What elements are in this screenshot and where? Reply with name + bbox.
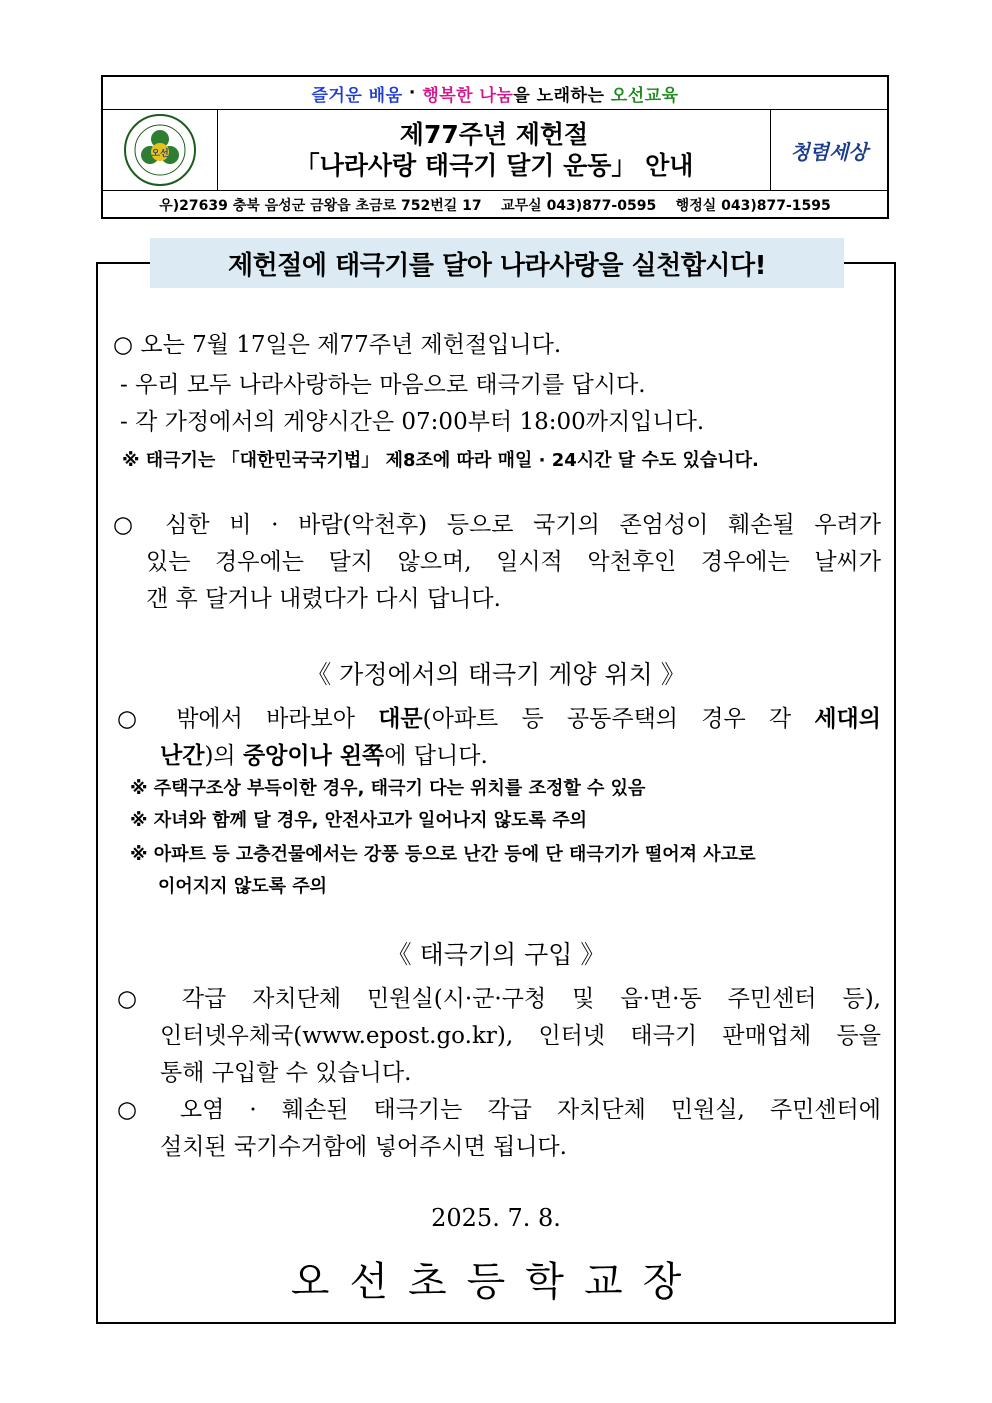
slogan-separator: · <box>402 83 423 103</box>
school-logo-cell <box>103 110 218 190</box>
s4-line4: ○ 오염 · 훼손된 태극기는 각급 자치단체 민원실, 주민센터에 <box>117 1097 881 1123</box>
s3-line2-mid: )의 <box>204 743 243 769</box>
s3-note3b: 이어지지 않도록 주의 <box>158 876 328 897</box>
s1-line3 <box>120 403 704 436</box>
slogan-part4: 오선교육 <box>610 85 679 106</box>
address-line: 우)27639 충북 음성군 금왕읍 초금로 752번길 17 교무실 043)877-0595 행정실 043)877-1595 <box>159 198 831 214</box>
school-emblem-text: 오선 <box>151 149 169 159</box>
principal-signature: 오선초등학교장 <box>290 1259 702 1305</box>
slogan-part1: 즐거운 배움 <box>311 85 403 106</box>
s3-line2 <box>160 737 488 770</box>
school-emblem-icon <box>123 113 197 187</box>
s1-line3-post: 입니다. <box>630 409 705 435</box>
s3-heading: 《 가정에서의 태극기 게양 위치 》 <box>306 660 686 689</box>
s3-line1-mid: (아파트 등 공동주택의 경우 각 <box>422 706 815 732</box>
s2-line2: 있는 경우에는 달지 않으며, 일시적 악천후인 경우에는 날씨가 <box>146 549 881 575</box>
page-subtitle: 「나라사랑 태극기 달기 운동」 안내 <box>294 151 694 180</box>
s4-line2: 인터넷우체국(www.epost.go.kr), 인터넷 태극기 판매업체 등을 <box>160 1023 881 1049</box>
s3-note3a: ※ 아파트 등 고층건물에서는 강풍 등으로 난간 등에 단 태극기가 떨어져 사고로 <box>130 844 756 865</box>
s1-note: ※ 태극기는 「대한민국국기법」 제8조에 따라 매일 · 24시간 달 수도 있습니다. <box>122 450 759 471</box>
s3-note1: ※ 주택구조상 부득이한 경우, 태극기 다는 위치를 조정할 수 있음 <box>130 778 646 799</box>
s2-line3: 갠 후 달거나 내렸다가 다시 답니다. <box>146 586 501 612</box>
s4-heading: 《 태극기의 구입 》 <box>386 940 606 969</box>
integrity-logo: 청렴세상 <box>790 139 868 164</box>
issue-date: 2025. 7. 8. <box>431 1204 561 1232</box>
title-row <box>103 110 887 191</box>
s4-line3: 통해 구입할 수 있습니다. <box>160 1060 412 1086</box>
s4-line5: 설치된 국기수거함에 넣어주시면 됩니다. <box>160 1134 567 1160</box>
s3-line2-bold1: 난간 <box>160 743 205 769</box>
header-table <box>101 75 889 219</box>
banner-title: 제헌절에 태극기를 달아 나라사랑을 실천합시다! <box>150 238 844 288</box>
s3-line1-bold1: 대문 <box>378 706 423 732</box>
title-cell <box>218 110 770 190</box>
s3-line1-pre: ○ 밖에서 바라보아 <box>117 706 379 732</box>
s3-line2-bold2: 중앙이나 왼쪽 <box>242 743 385 769</box>
s2-line1: ○ 심한 비 · 바람(악천후) 등으로 국기의 존엄성이 훼손될 우려가 <box>113 512 881 538</box>
s3-line1-bold2: 세대의 <box>814 706 881 732</box>
s3-line1 <box>117 700 881 733</box>
s3-line2-post: 에 답니다. <box>384 743 488 769</box>
integrity-logo-cell <box>770 110 887 190</box>
s3-note2: ※ 자녀와 함께 달 경우, 안전사고가 일어나지 않도록 주의 <box>130 810 588 831</box>
slogan-part3: 을 노래하는 <box>513 85 611 106</box>
s4-line1: ○ 각급 자치단체 민원실(시·군·구청 및 읍·면·동 주민센터 등), <box>117 986 881 1012</box>
s1-line2: - 우리 모두 나라사랑하는 마음으로 태극기를 답시다. <box>120 372 646 398</box>
slogan <box>103 77 887 110</box>
s1-line3-pre: - 각 가정에서의 게양시간은 07:00부터 18:00까지 <box>120 409 631 435</box>
slogan-part2: 행복한 나눔 <box>422 85 514 106</box>
page-title: 제77주년 제헌절 <box>399 119 589 149</box>
s1-line1: ○ 오는 7월 17일은 제77주년 제헌절입니다. <box>113 332 562 358</box>
